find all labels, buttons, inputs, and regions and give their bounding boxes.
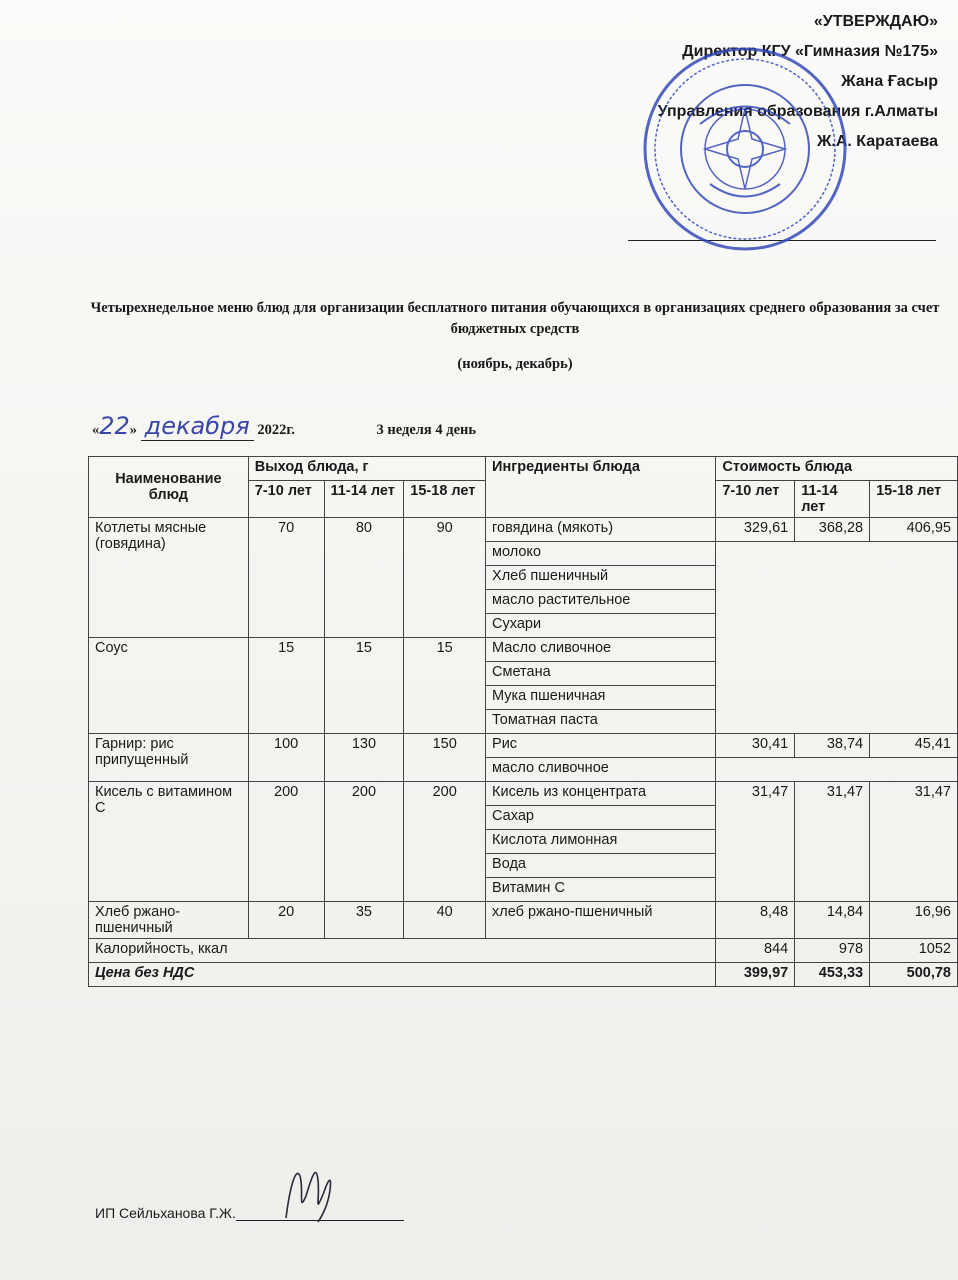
table-row	[89, 902, 958, 939]
menu-table	[88, 456, 958, 987]
dish-cost: 31,47	[870, 782, 958, 902]
age-group-cell: 7-10 лет	[716, 481, 795, 518]
table-row	[89, 734, 958, 758]
price-row	[89, 963, 958, 987]
dish-grams: 130	[324, 734, 404, 782]
approval-school: Жана Ғасыр	[841, 73, 938, 90]
dish-grams: 20	[248, 902, 324, 939]
empty-cost-cell	[716, 542, 958, 734]
signature-underline	[236, 1204, 404, 1221]
price-label: Цена без НДС	[89, 963, 716, 987]
dish-grams: 15	[324, 638, 404, 734]
approval-person: Ж.А. Каратаева	[816, 133, 938, 150]
calories-label: Калорийность, ккал	[89, 939, 716, 963]
age-group-cell: 11-14 лет	[795, 481, 870, 518]
calories-row	[89, 939, 958, 963]
date-close-quote: »	[129, 422, 138, 438]
dish-cost: 406,95	[870, 518, 958, 542]
dish-name: Котлеты мясные (говядина)	[89, 518, 249, 638]
ingredient: молоко	[486, 542, 716, 566]
header-row	[89, 457, 958, 481]
date-line	[92, 412, 476, 441]
ingredient: Вода	[486, 854, 716, 878]
calories-value: 978	[795, 939, 870, 963]
age-group-cell: 15-18 лет	[870, 481, 958, 518]
dish-cost: 30,41	[716, 734, 795, 758]
table-row	[89, 518, 958, 542]
dish-grams: 200	[324, 782, 404, 902]
ingredient: Рис	[486, 734, 716, 758]
dish-cost: 31,47	[716, 782, 795, 902]
dish-name: Кисель с витамином С	[89, 782, 249, 902]
ingredient: Витамин С	[486, 878, 716, 902]
dish-grams: 70	[248, 518, 324, 638]
footer-signer	[95, 1204, 404, 1221]
ingredient: масло сливочное	[486, 758, 716, 782]
dish-grams: 15	[404, 638, 486, 734]
ingredient: Сахар	[486, 806, 716, 830]
table-row	[89, 782, 958, 806]
calories-value: 1052	[870, 939, 958, 963]
ingredient: Масло сливочное	[486, 638, 716, 662]
date-year: 2022г.	[257, 422, 295, 438]
dish-cost: 38,74	[795, 734, 870, 758]
ingredient: Сметана	[486, 662, 716, 686]
official-stamp-icon	[640, 44, 850, 254]
document-period: (ноябрь, декабрь)	[457, 356, 573, 372]
price-value: 500,78	[870, 963, 958, 987]
header-output: Выход блюда, г	[248, 457, 485, 481]
document-title: Четырехнедельное меню блюд для организации бесплатного питания обучающихся в организациях среднего образования за счет бюджетных средств	[90, 300, 940, 337]
dish-name: Гарнир: рис припущенный	[89, 734, 249, 782]
dish-grams: 35	[324, 902, 404, 939]
date-open-quote: «	[92, 422, 100, 438]
ingredient: масло растительное	[486, 590, 716, 614]
price-value: 399,97	[716, 963, 795, 987]
signer-name: ИП Сейльханова Г.Ж.	[95, 1205, 236, 1221]
dish-grams: 15	[248, 638, 324, 734]
ingredient: хлеб ржано-пшеничный	[486, 902, 716, 939]
dish-grams: 100	[248, 734, 324, 782]
week-day: 3 неделя 4 день	[376, 422, 477, 438]
dish-grams: 90	[404, 518, 486, 638]
header-dish-name: Наименование блюд	[89, 457, 249, 518]
price-value: 453,33	[795, 963, 870, 987]
ingredient: Сухари	[486, 614, 716, 638]
dish-grams: 80	[324, 518, 404, 638]
header-ingredients: Ингредиенты блюда	[486, 457, 716, 518]
age-group-cell: 7-10 лет	[248, 481, 324, 518]
ingredient: Хлеб пшеничный	[486, 566, 716, 590]
approval-heading: «УТВЕРЖДАЮ»	[813, 13, 938, 30]
dish-name: Соус	[89, 638, 249, 734]
date-day: 22	[99, 412, 130, 440]
date-month: декабря	[144, 412, 250, 440]
ingredient: Кислота лимонная	[486, 830, 716, 854]
ingredient: Томатная паста	[486, 710, 716, 734]
dish-cost: 16,96	[870, 902, 958, 939]
approval-director: Директор КГУ «Гимназия №175»	[682, 43, 938, 60]
dish-cost: 368,28	[795, 518, 870, 542]
dish-grams: 200	[404, 782, 486, 902]
dish-grams: 200	[248, 782, 324, 902]
dish-grams: 40	[404, 902, 486, 939]
ingredient: Кисель из концентрата	[486, 782, 716, 806]
age-group-cell: 11-14 лет	[324, 481, 404, 518]
age-group-cell: 15-18 лет	[404, 481, 486, 518]
empty-cost-cell	[716, 758, 958, 782]
dish-cost: 14,84	[795, 902, 870, 939]
approval-department: Управления образования г.Алматы	[657, 103, 938, 120]
dish-cost: 8,48	[716, 902, 795, 939]
dish-cost: 329,61	[716, 518, 795, 542]
ingredient: Мука пшеничная	[486, 686, 716, 710]
dish-grams: 150	[404, 734, 486, 782]
header-cost: Стоимость блюда	[716, 457, 958, 481]
dish-name: Хлеб ржано-пшеничный	[89, 902, 249, 939]
dish-cost: 45,41	[870, 734, 958, 758]
calories-value: 844	[716, 939, 795, 963]
ingredient: говядина (мякоть)	[486, 518, 716, 542]
dish-cost: 31,47	[795, 782, 870, 902]
